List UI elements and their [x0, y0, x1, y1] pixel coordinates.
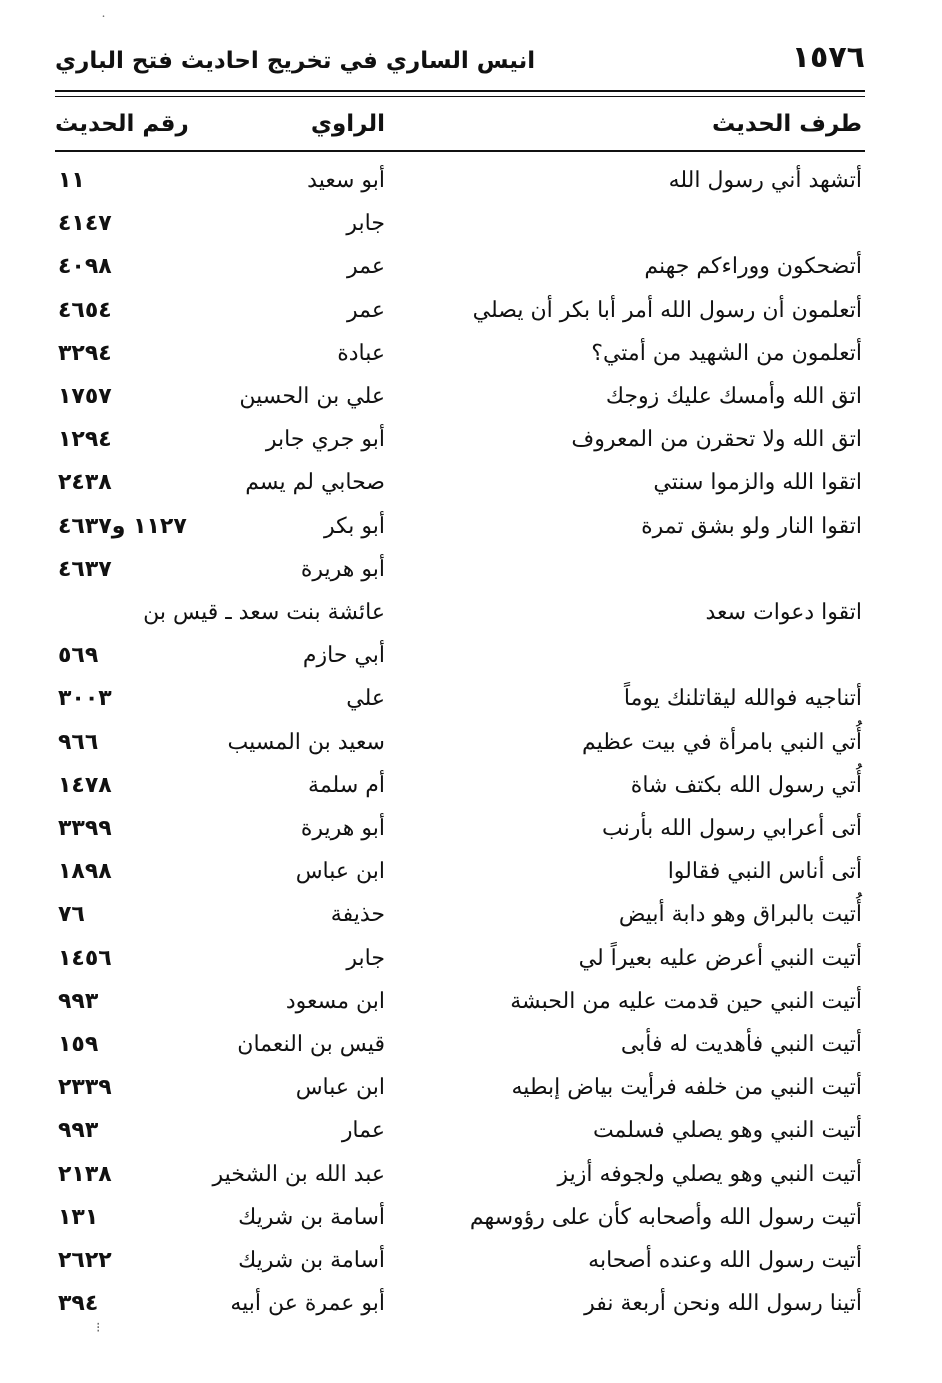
- hadith-number-cell: ٤٦٣٧: [58, 556, 112, 582]
- hadith-cell: أتشهد أني رسول الله: [668, 168, 862, 193]
- hadith-cell: أتيت النبي وهو يصلي فسلمت: [592, 1118, 862, 1144]
- narrator-cell: علي بن الحسين: [239, 384, 385, 409]
- hadith-number-cell: ٢٦٢٢: [58, 1248, 112, 1273]
- header-rule-bottom: [55, 96, 865, 97]
- scan-speck: ⁝: [96, 1320, 101, 1336]
- hadith-cell: اتق الله وأمسك عليك زوجك: [605, 384, 862, 409]
- table-row: [0, 419, 942, 461]
- narrator-cell: أبو هريرة: [300, 556, 385, 582]
- table-row: [0, 246, 942, 288]
- hadith-cell: أتيت النبي فأهديت له فأبى: [620, 1032, 862, 1057]
- narrator-cell: حذيفة: [330, 902, 385, 928]
- narrator-cell: أبو جري جابر: [265, 427, 385, 453]
- hadith-number-cell: ٢١٣٨: [58, 1161, 112, 1187]
- hadith-cell: اتقوا النار ولو بشق تمرة: [641, 513, 862, 539]
- narrator-cell: عمر: [347, 297, 385, 323]
- hadith-cell: أتيت النبي وهو يصلي ولجوفه أزيز: [557, 1161, 862, 1187]
- hadith-cell: اتق الله ولا تحقرن من المعروف: [571, 427, 862, 453]
- table-row: [0, 1067, 942, 1109]
- hadith-cell: أتى أناس النبي فقالوا: [667, 859, 862, 885]
- hadith-cell: أتيت رسول الله وعنده أصحابه: [588, 1248, 862, 1273]
- hadith-cell: اتقوا الله والزموا سنتي: [653, 470, 862, 496]
- narrator-cell: أبو بكر: [323, 513, 385, 539]
- table-row: [0, 203, 942, 245]
- table-row: [0, 765, 942, 807]
- narrator-cell: أم سلمة: [308, 772, 385, 798]
- narrator-cell: أسامة بن شريك: [238, 1204, 385, 1230]
- hadith-cell: أتينا رسول الله ونحن أربعة نفر: [584, 1291, 862, 1317]
- table-row: [0, 290, 942, 332]
- column-header-rule: [55, 150, 865, 152]
- page-number: ١٥٧٦: [791, 40, 865, 75]
- narrator-cell: عائشة بنت سعد ـ قيس بن: [143, 600, 385, 625]
- narrator-cell: جابر: [346, 211, 385, 237]
- hadith-number-cell: ٣٩٤: [58, 1291, 99, 1317]
- column-header-hadith: طرف الحديث: [711, 111, 862, 137]
- narrator-cell: قيس بن النعمان: [237, 1032, 385, 1057]
- running-head: [55, 38, 865, 84]
- hadith-number-cell: ١٣١: [58, 1204, 99, 1230]
- narrator-cell: صحابي لم يسم: [245, 470, 385, 496]
- scan-speck: ˙: [100, 14, 107, 30]
- hadith-number-cell: ١٨٩٨: [58, 859, 112, 885]
- hadith-cell: أتيت النبي حين قدمت عليه من الحبشة: [510, 988, 862, 1014]
- narrator-cell: أسامة بن شريك: [238, 1248, 385, 1273]
- table-row: [0, 1197, 942, 1239]
- hadith-number-cell: ١٧٥٧: [58, 384, 112, 409]
- hadith-number-cell: ١٢٩٤: [58, 427, 112, 453]
- table-row: [0, 1283, 942, 1325]
- hadith-number-cell: ٩٩٣: [58, 988, 99, 1014]
- hadith-number-cell: ٩٦٦: [58, 729, 99, 755]
- table-row: [0, 938, 942, 980]
- hadith-cell: أتيت رسول الله وأصحابه كأن على رؤوسهم: [469, 1204, 862, 1230]
- hadith-number-cell: ٣٢٩٤: [58, 340, 112, 366]
- narrator-cell: عمار: [341, 1118, 385, 1144]
- table-row: [0, 549, 942, 591]
- hadith-cell: أُتيت بالبراق وهو دابة أبيض: [618, 902, 862, 928]
- table-row: [0, 506, 942, 548]
- hadith-number-cell: ٣٣٩٩: [58, 816, 112, 841]
- hadith-number-cell: ٣٠٠٣: [58, 686, 112, 712]
- narrator-cell: أبو عمرة عن أبيه: [230, 1291, 385, 1317]
- narrator-cell: علي: [346, 686, 385, 712]
- hadith-number-cell: ٤٦٥٤: [58, 297, 112, 323]
- table-row: [0, 851, 942, 893]
- hadith-cell: أتى أعرابي رسول الله بأرنب: [602, 816, 862, 841]
- book-title: انيس الساري في تخريج احاديث فتح الباري: [55, 48, 536, 74]
- table-row: [0, 333, 942, 375]
- table-row: [0, 678, 942, 720]
- hadith-cell: أتيت النبي من خلفه فرأيت بياض إبطيه: [511, 1075, 862, 1101]
- hadith-cell: أتضحكون ووراءكم جهنم: [644, 254, 862, 280]
- hadith-cell: أتيت النبي أعرض عليه بعيراً لي: [578, 945, 862, 971]
- column-header-number: رقم الحديث: [55, 111, 189, 137]
- table-row: [0, 894, 942, 936]
- table-row: [0, 635, 942, 677]
- table-row: [0, 592, 942, 634]
- hadith-cell: أتناجيه فوالله ليقاتلنك يوماً: [623, 686, 862, 712]
- header-rule-top: [55, 90, 865, 92]
- hadith-number-cell: ١٤٥٦: [58, 945, 112, 971]
- narrator-cell: أبو سعيد: [307, 168, 385, 193]
- hadith-cell: أُتي النبي بامرأة في بيت عظيم: [581, 729, 862, 755]
- hadith-number-cell: ٥٦٩: [58, 643, 99, 669]
- table-row: [0, 1154, 942, 1196]
- hadith-number-cell: ١٤٧٨: [58, 772, 112, 798]
- hadith-number-cell: ١٥٩: [58, 1032, 99, 1057]
- hadith-cell: اتقوا دعوات سعد: [705, 600, 862, 625]
- hadith-number-cell: ١١٢٧ و٤٦٣٧: [58, 513, 187, 539]
- hadith-cell: أتعلمون من الشهيد من أمتي؟: [591, 340, 862, 366]
- hadith-number-cell: ٤١٤٧: [58, 211, 112, 237]
- narrator-cell: أبو هريرة: [300, 816, 385, 841]
- narrator-cell: ابن عباس: [295, 1075, 385, 1101]
- narrator-cell: عبد الله بن الشخير: [212, 1161, 385, 1187]
- hadith-number-cell: ٢٣٣٩: [58, 1075, 112, 1101]
- narrator-cell: عمر: [347, 254, 385, 280]
- hadith-number-cell: ٢٤٣٨: [58, 470, 112, 496]
- hadith-number-cell: ٧٦: [58, 902, 85, 928]
- table-row: [0, 1240, 942, 1282]
- table-row: [0, 722, 942, 764]
- column-header-narrator: الراوي: [310, 111, 385, 137]
- table-row: [0, 462, 942, 504]
- table-row: [0, 981, 942, 1023]
- narrator-cell: ابن عباس: [295, 859, 385, 885]
- hadith-number-cell: ٤٠٩٨: [58, 254, 112, 280]
- table-row: [0, 808, 942, 850]
- table-row: [0, 160, 942, 202]
- narrator-cell: سعيد بن المسيب: [227, 729, 385, 755]
- hadith-number-cell: ٩٩٣: [58, 1118, 99, 1144]
- table-row: [0, 1024, 942, 1066]
- hadith-number-cell: ١١: [58, 168, 85, 193]
- table-row: [0, 1110, 942, 1152]
- hadith-cell: أتعلمون أن رسول الله أمر أبا بكر أن يصلي: [472, 297, 862, 323]
- table-row: [0, 376, 942, 418]
- narrator-cell: أبي حازم: [302, 643, 385, 669]
- narrator-cell: عبادة: [337, 340, 385, 366]
- narrator-cell: جابر: [346, 945, 385, 971]
- narrator-cell: ابن مسعود: [285, 988, 385, 1014]
- hadith-cell: أُتي رسول الله بكتف شاة: [630, 772, 862, 798]
